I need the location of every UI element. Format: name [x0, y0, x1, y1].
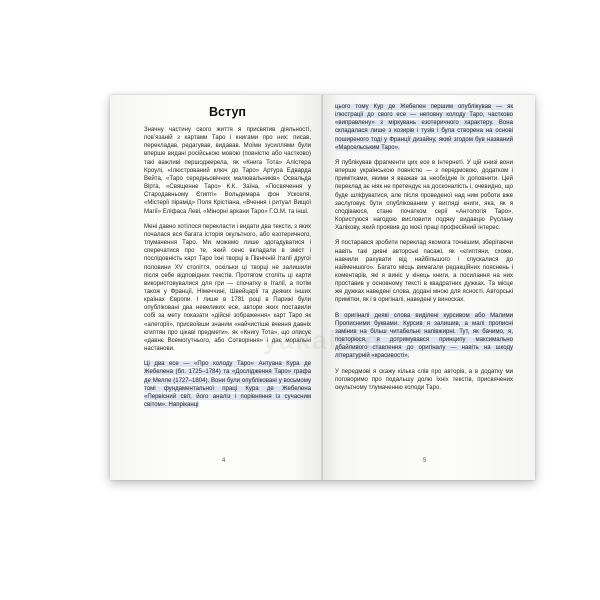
highlighted-text: цього тому Кур де Жебелен першим опублікував — як ілюстрації до свого есе — неповну колоду Таро, частково «виправлену» з міркувань езотеричного характеру. Вона складалася лише з козирів і тузів і була створена на основі поширеного тоді у Франції дизайну, який згодом був названий «Марсельським Таро».: [335, 104, 513, 151]
left-page-text: [144, 126, 311, 409]
paragraph: [335, 103, 513, 152]
highlighted-text: Ці два есе — «Про колоду Таро» Антуана Кура де Жебелена (бл. 1725–1784) та «Дослідження Таро» графа де Мелле (1727–1804). Вони були опубліковані у восьмому томі фундаментальної праці Кура де Жебелена «Первісний світ, його аналіз і порівняння із сучасним світом». Напріканці: [144, 361, 311, 408]
right-page-text: [335, 103, 513, 392]
paragraph: Значну частину свого життя я присвятив діяльності, пов’язаній з картами Таро і книгами про них: писав, перекладав, редагував, видавав. Моїми зусиллями були вперше видані російською мовою (повністю або частково) такі важливі першоджерела, як «Книга Тота» Алістера Кроулі, «Ілюстрований ключ до Таро» Артура Едварда Вейта, «Таро середньовічних малювальників» Освальда Вірта, «Священне Таро» К.К. Заїна, «Посвячення у Стародавньому Єгипті» Вольдемара фон Ускселя, «Містерії пірамід» Поля Крістіана, «Вчення і ритуал Вищої Магії» Еліфаса Леві, «Мінорні аркани Таро» Г.О.М. та інші.: [144, 127, 311, 215]
paragraph: Мені давно хотілося перекласти і видати два тексти, з яких почалася вся багата історія окультного, або езотеричного, тлумачення Таро. Ми можемо лише здогадуватися і сперечатися про те, який сенс вкладали в зміст і послідовність карт Таро їхні творці в Північній Італії другої половини XV століття, оскільки ці творці не залишили після себе відповідних текстів. Протягом століть ці карти використовувалися для гри — спочатку в Італії, а потім також у Франції, Німеччині, Швейцарії та деяких інших країнах Європи. І лише в 1781 році в Парижі були опубліковані два невеликих есе, автори яких поставили собі за мету показати «дійсні зображення» карт Таро як «алегорії», присвоївши знаним «найчистіше вчення давніх єгиптян про цікаві предмети», як «Книгу Тота», що описує «давнє Всемогутнього, або Сотворіння» і дає моральні настанови.: [144, 223, 311, 353]
page-number-left: 4: [222, 458, 226, 464]
paragraph: Я постарався зробити переклад якомога точнішим, зберігаючи навіть такі дивні авторські пасажі, як «єгиптяни, схоже, навчили рахувати від найбільшого і спускалися до найменшого». Багато місць вимагали редакційних пояснень і коментарів, які я виніс у кінець книги, а посилання на них проставив у основному тексті в квадратних дужках. Та місце же дужках наведені слова, додані мною для ясності. Авторські примітки, як і в оригіналі, наведені у виносках.: [335, 240, 513, 304]
highlighted-text: В оригіналі деякі слова виділені курсивом або Малими Прописними буквами. Курсив я залишив, а малі прописні замінив на більш читабельні напівжирні. Тут, як бачимо, я, повторюся, я дотримувався принципу максимально дбайливого ставлення до оригіналу — навіть на шкоду літературній «красивості».: [335, 312, 513, 360]
paragraph: [335, 312, 513, 361]
paragraph: У передмові я скажу кілька слів про авторів, а в додатку ми поговоримо про подальшу долю їхніх текстів, присвячених окультному тлумаченню колоди Таро.: [335, 368, 513, 391]
open-booklet: [110, 95, 535, 480]
right-page: [323, 95, 535, 480]
paragraph: Я публікував фрагменти цих есе в Інтернеті. У цій книзі вони вперше українською повністю — з передмовою, додатком і примітками, якими я вважав за необхідне їх доповнити. Цей переклад ає ніяк не претендує на досконалість і, очевидно, що буде шліфуватися, але після проведеної над ним роботи вже заслуговує бути опублікованим у вигляді книги, яка, як я сподіваюся, стане початком серії «Антологія Таро». Користуюся нагодою висловити подяку видавцю Руслану Халікову, який проявив до моєї праці професійний інтерес.: [335, 159, 513, 232]
page-number-right: 5: [423, 458, 427, 464]
paragraph: [144, 360, 311, 409]
left-page: [110, 95, 323, 480]
chapter-title: Вступ: [209, 105, 246, 119]
